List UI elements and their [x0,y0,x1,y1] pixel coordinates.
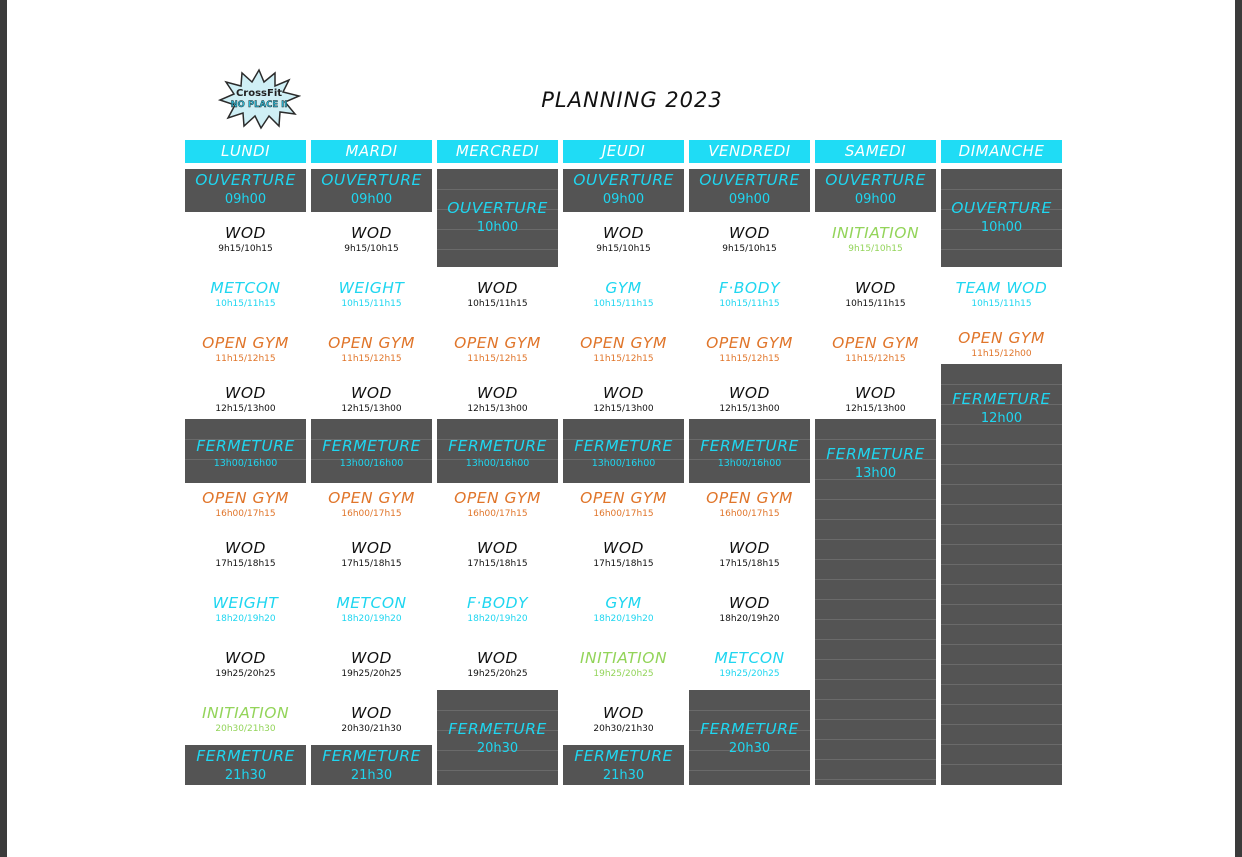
slot-jeudi-8 [563,590,684,634]
activity-name: WOD [225,384,266,402]
activity-name: F·BODY [718,279,781,297]
slot-mardi-9 [311,645,432,689]
stripe-line [941,484,1062,485]
activity-time: 16h00/17h15 [719,509,780,519]
activity-time: 09h00 [224,192,267,207]
slot-vendredi-10 [689,690,810,785]
activity-time: 18h20/19h20 [215,614,276,624]
stripe-line [815,659,936,660]
activity-name: WOD [351,384,392,402]
stripe-line [941,444,1062,445]
slot-jeudi-0 [563,169,684,212]
stripe-line [437,770,558,771]
stripe-line [815,639,936,640]
stripe-line [941,624,1062,625]
activity-name: WOD [603,224,644,242]
planning-sheet [7,0,1235,857]
slot-mardi-2 [311,275,432,319]
slot-mardi-7 [311,535,432,579]
stripe-line [941,504,1062,505]
activity-time: 12h15/13h00 [593,404,654,414]
slot-lundi-8 [185,590,306,634]
activity-time: 10h15/11h15 [845,299,906,309]
slot-mercredi-8 [437,645,558,689]
activity-name: TEAM WOD [955,279,1048,297]
stripe-line [941,384,1062,385]
stripe-line [815,699,936,700]
activity-name: WOD [477,279,518,297]
activity-time: 13h00/16h00 [591,458,656,469]
activity-name: WOD [477,539,518,557]
day-header-jeudi: JEUDI [563,140,684,163]
activity-time: 11h15/12h15 [719,354,780,364]
activity-time: 20h30 [728,741,771,756]
stripe-line [815,579,936,580]
activity-time: 11h15/12h15 [215,354,276,364]
slot-jeudi-4 [563,380,684,424]
activity-time: 12h15/13h00 [719,404,780,414]
activity-time: 13h00/16h00 [465,458,530,469]
activity-name: OUVERTURE [825,171,926,189]
activity-time: 11h15/12h15 [467,354,528,364]
activity-name: OPEN GYM [958,329,1045,347]
crossfit-logo [217,68,301,130]
slot-samedi-1 [815,220,936,264]
activity-time: 17h15/18h15 [467,559,528,569]
activity-name: WOD [351,224,392,242]
activity-name: OPEN GYM [202,489,289,507]
slot-mardi-1 [311,220,432,264]
slot-jeudi-11 [563,745,684,785]
activity-time: 13h00/16h00 [339,458,404,469]
slot-lundi-6 [185,485,306,529]
activity-time: 9h15/10h15 [218,244,273,254]
slot-lundi-0 [185,169,306,212]
slot-mercredi-4 [437,419,558,483]
page-title: PLANNING 2023 [541,88,723,112]
activity-name: FERMETURE [574,747,673,765]
activity-time: 10h00 [980,220,1023,235]
activity-name: OPEN GYM [454,334,541,352]
activity-name: WOD [729,539,770,557]
slot-mercredi-5 [437,485,558,529]
activity-time: 13h00/16h00 [213,458,278,469]
stripe-line [815,499,936,500]
activity-time: 13h00/16h00 [717,458,782,469]
activity-name: FERMETURE [826,445,925,463]
activity-name: FERMETURE [952,390,1051,408]
activity-name: WOD [351,704,392,722]
activity-name: WOD [729,594,770,612]
slot-lundi-3 [185,330,306,374]
logo-line2: NO PLACE II [230,100,288,110]
activity-name: WOD [351,649,392,667]
slot-lundi-1 [185,220,306,264]
slot-vendredi-9 [689,645,810,689]
activity-name: FERMETURE [574,437,673,455]
activity-name: WOD [603,384,644,402]
slot-mardi-3 [311,330,432,374]
day-header-mardi: MARDI [311,140,432,163]
activity-name: GYM [605,594,642,612]
slot-lundi-5 [185,419,306,483]
activity-name: FERMETURE [322,747,421,765]
activity-name: OUVERTURE [699,171,800,189]
slot-mercredi-3 [437,380,558,424]
activity-name: OUVERTURE [447,199,548,217]
activity-time: 9h15/10h15 [722,244,777,254]
activity-name: WOD [225,224,266,242]
slot-jeudi-10 [563,700,684,744]
slot-vendredi-3 [689,330,810,374]
slot-dimanche-0 [941,169,1062,267]
activity-name: OPEN GYM [832,334,919,352]
activity-name: F·BODY [466,594,529,612]
activity-time: 10h15/11h15 [341,299,402,309]
stripe-line [815,539,936,540]
slot-vendredi-5 [689,419,810,483]
slot-samedi-2 [815,275,936,319]
stripe-line [815,439,936,440]
activity-name: OPEN GYM [580,334,667,352]
stripe-line [815,599,936,600]
slot-lundi-7 [185,535,306,579]
stripe-line [941,464,1062,465]
stripe-line [689,710,810,711]
activity-name: WOD [603,539,644,557]
activity-name: OPEN GYM [706,489,793,507]
slot-lundi-2 [185,275,306,319]
activity-name: WEIGHT [212,594,279,612]
stripe-line [941,724,1062,725]
activity-time: 18h20/19h20 [593,614,654,624]
activity-time: 17h15/18h15 [215,559,276,569]
activity-time: 13h00 [854,466,897,481]
stripe-line [941,564,1062,565]
activity-name: FERMETURE [448,437,547,455]
activity-name: WOD [729,384,770,402]
activity-name: WOD [729,224,770,242]
activity-time: 9h15/10h15 [848,244,903,254]
activity-name: WOD [225,539,266,557]
activity-time: 09h00 [854,192,897,207]
stripe-line [815,619,936,620]
activity-name: WOD [855,384,896,402]
activity-time: 16h00/17h15 [215,509,276,519]
stripe-line [941,644,1062,645]
slot-mercredi-1 [437,275,558,319]
activity-time: 19h25/20h25 [341,669,402,679]
activity-name: INITIATION [579,649,668,667]
slot-jeudi-3 [563,330,684,374]
activity-name: INITIATION [201,704,290,722]
activity-name: FERMETURE [322,437,421,455]
activity-time: 19h25/20h25 [593,669,654,679]
activity-time: 12h15/13h00 [215,404,276,414]
stripe-line [941,744,1062,745]
activity-time: 16h00/17h15 [467,509,528,519]
activity-time: 20h30/21h30 [215,724,276,734]
activity-time: 9h15/10h15 [596,244,651,254]
activity-time: 09h00 [728,192,771,207]
slot-mercredi-2 [437,330,558,374]
activity-time: 21h30 [602,768,645,783]
stripe-line [437,249,558,250]
stripe-line [815,679,936,680]
activity-name: OUVERTURE [321,171,422,189]
slot-mardi-11 [311,745,432,785]
slot-mardi-5 [311,419,432,483]
activity-name: OPEN GYM [454,489,541,507]
activity-time: 11h15/12h15 [341,354,402,364]
stripe-line [815,739,936,740]
stripe-line [941,189,1062,190]
activity-name: OPEN GYM [202,334,289,352]
slot-vendredi-1 [689,220,810,264]
activity-time: 12h15/13h00 [467,404,528,414]
activity-time: 10h00 [476,220,519,235]
activity-name: METCON [336,594,407,612]
activity-time: 10h15/11h15 [467,299,528,309]
stripe-line [941,704,1062,705]
activity-name: OUVERTURE [573,171,674,189]
day-header-vendredi: VENDREDI [689,140,810,163]
slot-vendredi-8 [689,590,810,634]
activity-time: 12h00 [980,411,1023,426]
activity-name: WOD [855,279,896,297]
slot-dimanche-1 [941,275,1062,319]
slot-vendredi-4 [689,380,810,424]
slot-lundi-9 [185,645,306,689]
activity-name: WOD [477,384,518,402]
slot-mardi-8 [311,590,432,634]
stripe-line [437,710,558,711]
activity-name: OPEN GYM [328,489,415,507]
activity-time: 18h20/19h20 [467,614,528,624]
activity-name: OUVERTURE [195,171,296,189]
activity-time: 10h15/11h15 [971,299,1032,309]
activity-time: 16h00/17h15 [341,509,402,519]
slot-samedi-3 [815,330,936,374]
activity-time: 09h00 [602,192,645,207]
slot-vendredi-6 [689,485,810,529]
activity-time: 11h15/12h15 [593,354,654,364]
stripe-line [941,764,1062,765]
stripe-line [815,759,936,760]
slot-mardi-0 [311,169,432,212]
stripe-line [437,189,558,190]
slot-vendredi-0 [689,169,810,212]
activity-name: FERMETURE [700,720,799,738]
slot-mercredi-6 [437,535,558,579]
activity-name: FERMETURE [448,720,547,738]
slot-jeudi-5 [563,419,684,483]
activity-time: 11h15/12h00 [971,349,1032,359]
slot-jeudi-6 [563,485,684,529]
activity-time: 12h15/13h00 [341,404,402,414]
activity-name: WOD [603,704,644,722]
slot-dimanche-3 [941,364,1062,785]
activity-name: METCON [714,649,785,667]
activity-time: 19h25/20h25 [467,669,528,679]
slot-mercredi-0 [437,169,558,267]
stripe-line [689,770,810,771]
activity-name: METCON [210,279,281,297]
slot-lundi-4 [185,380,306,424]
slot-dimanche-2 [941,325,1062,369]
activity-time: 20h30 [476,741,519,756]
activity-name: OPEN GYM [706,334,793,352]
stripe-line [941,249,1062,250]
activity-time: 21h30 [350,768,393,783]
day-header-mercredi: MERCREDI [437,140,558,163]
activity-name: FERMETURE [196,747,295,765]
stripe-line [941,684,1062,685]
activity-time: 16h00/17h15 [593,509,654,519]
activity-name: FERMETURE [700,437,799,455]
stripe-line [941,524,1062,525]
slot-jeudi-9 [563,645,684,689]
activity-name: INITIATION [831,224,920,242]
activity-time: 19h25/20h25 [719,669,780,679]
activity-name: WEIGHT [338,279,405,297]
activity-time: 17h15/18h15 [341,559,402,569]
activity-time: 20h30/21h30 [593,724,654,734]
logo-line1: CrossFit [235,88,283,99]
activity-time: 11h15/12h15 [845,354,906,364]
activity-name: OPEN GYM [580,489,667,507]
activity-time: 20h30/21h30 [341,724,402,734]
stripe-line [815,779,936,780]
slot-samedi-4 [815,380,936,424]
activity-time: 9h15/10h15 [344,244,399,254]
activity-name: FERMETURE [196,437,295,455]
activity-name: WOD [351,539,392,557]
slot-jeudi-2 [563,275,684,319]
activity-time: 18h20/19h20 [341,614,402,624]
activity-time: 19h25/20h25 [215,669,276,679]
slot-samedi-5 [815,419,936,785]
stripe-line [815,559,936,560]
slot-vendredi-2 [689,275,810,319]
stripe-line [941,664,1062,665]
activity-time: 09h00 [350,192,393,207]
activity-name: OUVERTURE [951,199,1052,217]
activity-name: WOD [477,649,518,667]
activity-name: GYM [605,279,642,297]
activity-time: 18h20/19h20 [719,614,780,624]
activity-time: 17h15/18h15 [593,559,654,569]
day-header-dimanche: DIMANCHE [941,140,1062,163]
activity-time: 17h15/18h15 [719,559,780,569]
stripe-line [815,519,936,520]
activity-time: 10h15/11h15 [593,299,654,309]
slot-jeudi-7 [563,535,684,579]
slot-samedi-0 [815,169,936,212]
slot-lundi-10 [185,700,306,744]
day-header-samedi: SAMEDI [815,140,936,163]
activity-time: 10h15/11h15 [215,299,276,309]
stripe-line [941,604,1062,605]
slot-jeudi-1 [563,220,684,264]
activity-time: 10h15/11h15 [719,299,780,309]
activity-name: OPEN GYM [328,334,415,352]
slot-mardi-10 [311,700,432,744]
activity-name: WOD [225,649,266,667]
slot-mercredi-7 [437,590,558,634]
slot-mardi-6 [311,485,432,529]
slot-mardi-4 [311,380,432,424]
slot-vendredi-7 [689,535,810,579]
stripe-line [941,584,1062,585]
stripe-line [815,719,936,720]
activity-time: 21h30 [224,768,267,783]
stripe-line [941,544,1062,545]
activity-time: 12h15/13h00 [845,404,906,414]
day-header-lundi: LUNDI [185,140,306,163]
slot-lundi-11 [185,745,306,785]
slot-mercredi-9 [437,690,558,785]
